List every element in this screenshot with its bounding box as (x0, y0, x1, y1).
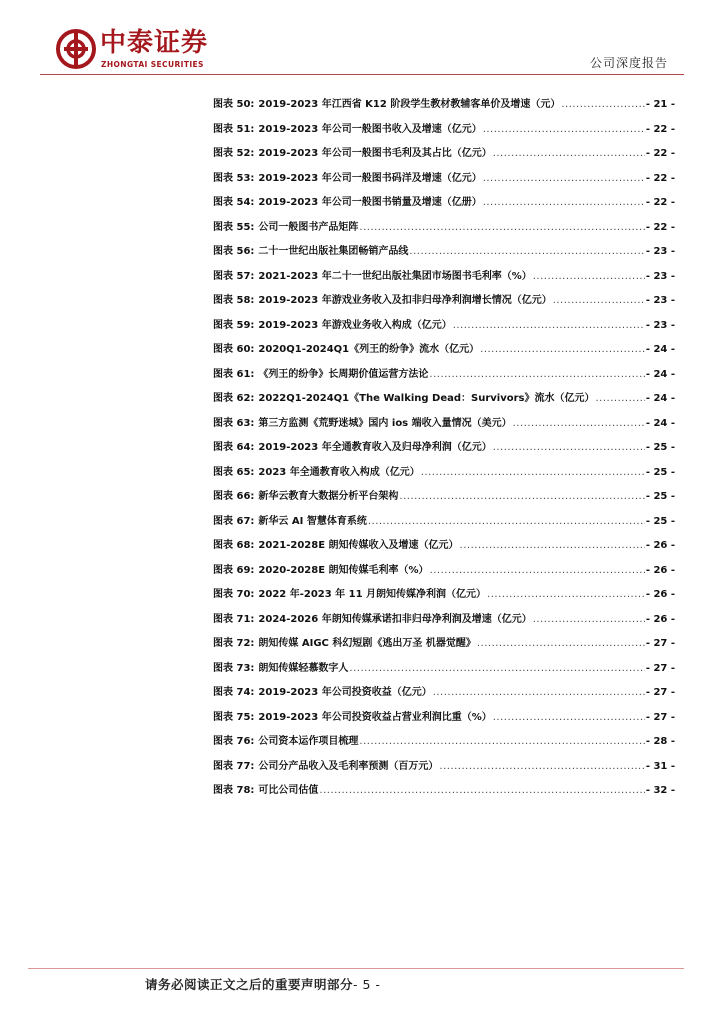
zhongtai-logo-icon (55, 28, 97, 70)
toc-leader-dots (409, 246, 644, 257)
toc-entry-label: 图表 67: (213, 515, 255, 527)
toc-entry[interactable] (213, 708, 675, 733)
toc-entry-label: 图表 63: (213, 417, 255, 429)
toc-entry-title: 2021-2028E 朗知传媒收入及增速（亿元） (258, 540, 459, 551)
toc-entry-title: 2019-2023 年公司投资收益（亿元） (258, 687, 432, 698)
toc-entry-label: 图表 58: (213, 295, 255, 306)
toc-leader-dots (399, 491, 644, 502)
toc-leader-dots (368, 516, 645, 527)
toc-entry-label: 图表 77: (213, 760, 255, 772)
toc-entry-title: 2019-2023 年游戏业务收入及扣非归母净利润增长情况（亿元） (258, 295, 552, 306)
toc-entry-page: - 28 - (645, 736, 675, 747)
toc-entry-label: 图表 72: (213, 638, 255, 649)
toc-entry-title: 2019-2023 年公司一般图书销量及增速（亿册） (258, 197, 482, 208)
report-type: 公司深度报告 (589, 56, 668, 70)
toc-entry-page: - 31 - (645, 760, 675, 772)
toc-leader-dots (433, 687, 645, 698)
toc-entry-label: 图表 74: (213, 687, 255, 698)
toc-leader-dots (553, 295, 645, 306)
toc-entry[interactable] (213, 389, 675, 414)
toc-entry[interactable] (213, 781, 675, 806)
toc-entry-page: - 26 - (645, 613, 675, 625)
toc-leader-dots (493, 712, 645, 723)
header-divider (40, 74, 684, 75)
toc-leader-dots (349, 663, 644, 674)
toc-entry-page: - 24 - (645, 417, 675, 429)
toc-entry-title: 公司资本运作项目梳理 (258, 736, 359, 747)
page-header (0, 0, 724, 80)
toc-entry-label: 图表 57: (213, 270, 255, 282)
toc-entry-title: 二十一世纪出版社集团畅销产品线 (258, 246, 409, 257)
toc-entry-title: 2019-2023 年公司一般图书码洋及增速（亿元） (258, 172, 482, 184)
toc-entry[interactable] (213, 120, 675, 145)
toc-entry-label: 图表 69: (213, 564, 255, 576)
toc-leader-dots (480, 344, 645, 355)
toc-entry[interactable] (213, 634, 675, 659)
toc-entry-title: 2019-2023 年公司一般图书收入及增速（亿元） (258, 123, 482, 135)
toc-entry-title: 2019-2023 年全通教育收入及归母净利润（亿元） (258, 442, 492, 453)
toc-entry-page: - 22 - (645, 221, 675, 233)
toc-entry-page: - 22 - (645, 123, 675, 135)
toc-entry-page: - 24 - (645, 393, 675, 404)
toc-entry[interactable] (213, 610, 675, 635)
toc-entry-title: 2024-2026 年朗知传媒承诺扣非归母净利润及增速（亿元） (258, 613, 532, 625)
toc-leader-dots (493, 148, 645, 159)
toc-entry[interactable] (213, 316, 675, 341)
toc-entry-title: 新华云 AI 智慧体育系统 (258, 515, 367, 527)
toc-entry-title: 朗知传媒轻慕数字人 (258, 662, 349, 674)
toc-entry-title: 2020Q1-2024Q1《列王的纷争》流水（亿元） (258, 344, 480, 355)
toc-entry-label: 图表 56: (213, 246, 255, 257)
toc-leader-dots (513, 418, 645, 429)
toc-entry-label: 图表 59: (213, 319, 255, 331)
toc-entry[interactable] (213, 291, 675, 316)
toc-leader-dots (483, 173, 645, 184)
toc-leader-dots (483, 197, 645, 208)
toc-entry[interactable] (213, 757, 675, 782)
toc-leader-dots (483, 124, 645, 135)
toc-entry-page: - 26 - (645, 564, 675, 576)
toc-entry-title: 2022Q1-2024Q1《The Walking Dead：Survivors》流水（亿元） (258, 393, 595, 404)
toc-leader-dots (493, 442, 645, 453)
toc-leader-dots (429, 369, 644, 380)
toc-entry-label: 图表 70: (213, 589, 255, 600)
brand-name: 中泰证券 (100, 28, 209, 58)
toc-entry-page: - 24 - (645, 368, 675, 380)
toc-entry[interactable] (213, 438, 675, 463)
toc-entry-title: 2019-2023 年游戏业务收入构成（亿元） (258, 319, 452, 331)
toc-entry-label: 图表 68: (213, 540, 255, 551)
toc-entry-label: 图表 54: (213, 197, 255, 208)
toc-entry-page: - 26 - (645, 540, 675, 551)
toc-entry-label: 图表 73: (213, 662, 255, 674)
toc-entry-title: 第三方监测《荒野迷城》国内 ios 端收入量情况（美元） (258, 417, 512, 429)
toc-entry[interactable] (213, 561, 675, 586)
footer-notice: 请务必阅读正文之后的重要声明部分 (145, 977, 354, 992)
toc-entry-page: - 23 - (645, 319, 675, 331)
toc-entry-label: 图表 51: (213, 123, 255, 135)
page-footer (145, 975, 380, 993)
toc-entry-page: - 22 - (645, 148, 675, 159)
toc-entry-title: 公司分产品收入及毛利率预测（百万元） (258, 760, 439, 772)
toc-entry-title: 公司一般图书产品矩阵 (258, 221, 359, 233)
toc-entry[interactable] (213, 536, 675, 561)
toc-leader-dots (439, 761, 644, 772)
toc-entry[interactable] (213, 95, 675, 120)
toc-entry-label: 图表 71: (213, 613, 255, 625)
toc-entry-page: - 22 - (645, 197, 675, 208)
toc-entry-page: - 27 - (645, 711, 675, 723)
toc-leader-dots (533, 614, 645, 625)
toc-entry-page: - 27 - (645, 662, 675, 674)
toc-entry-title: 可比公司估值 (258, 785, 319, 796)
toc-entry-label: 图表 60: (213, 344, 255, 355)
toc-entry-label: 图表 55: (213, 221, 255, 233)
toc-leader-dots (453, 320, 645, 331)
toc-entry-title: 2022 年-2023 年 11 月朗知传媒净利润（亿元） (258, 589, 487, 600)
toc-entry[interactable] (213, 463, 675, 488)
footer-page-number: - 5 - (353, 977, 381, 992)
toc-entry-label: 图表 52: (213, 148, 255, 159)
toc-leader-dots (430, 565, 645, 576)
toc-entry-title: 2019-2023 年公司一般图书毛利及其占比（亿元） (258, 148, 492, 159)
toc-entry-page: - 23 - (645, 270, 675, 282)
toc-entry-title: 2023 年全通教育收入构成（亿元） (258, 466, 420, 478)
toc-entry-title: 新华云教育大数据分析平台架构 (258, 491, 399, 502)
toc-entry[interactable] (213, 732, 675, 757)
toc-entry[interactable] (213, 340, 675, 365)
toc-entry-page: - 26 - (645, 589, 675, 600)
toc-entry-page: - 23 - (645, 246, 675, 257)
toc-entry-label: 图表 61: (213, 368, 255, 380)
toc-entry-page: - 24 - (645, 344, 675, 355)
toc-entry[interactable] (213, 144, 675, 169)
toc-entry-title: 《列王的纷争》长周期价值运营方法论 (258, 368, 429, 380)
toc-entry-label: 图表 62: (213, 393, 255, 404)
footer-divider (28, 968, 684, 969)
toc-entry[interactable] (213, 487, 675, 512)
toc-entry[interactable] (213, 193, 675, 218)
toc-entry[interactable] (213, 659, 675, 684)
toc-entry[interactable] (213, 242, 675, 267)
toc-entry-label: 图表 66: (213, 491, 255, 502)
toc-entry-page: - 25 - (645, 515, 675, 527)
toc-entry-page: - 25 - (645, 442, 675, 453)
toc-entry-title: 朗知传媒 AIGC 科幻短剧《逃出万圣 机器觉醒》 (258, 638, 476, 649)
toc-entry-label: 图表 76: (213, 736, 255, 747)
toc-entry-title: 2020-2028E 朗知传媒毛利率（%） (258, 564, 429, 576)
toc-entry-label: 图表 75: (213, 711, 255, 723)
toc-entry-page: - 32 - (645, 785, 675, 796)
toc-entry-label: 图表 64: (213, 442, 255, 453)
toc-entry[interactable] (213, 267, 675, 292)
toc-leader-dots (421, 467, 645, 478)
toc-entry-title: 2021-2023 年二十一世纪出版社集团市场图书毛利率（%） (258, 270, 532, 282)
toc-entry-page: - 27 - (645, 638, 675, 649)
toc-leader-dots (359, 736, 644, 747)
toc-entry-label: 图表 50: (213, 99, 255, 110)
toc-leader-dots (460, 540, 645, 551)
toc-leader-dots (533, 271, 645, 282)
toc-leader-dots (596, 393, 645, 404)
brand-name-en: ZHONGTAI SECURITIES (101, 60, 204, 69)
toc-entry-page: - 25 - (645, 466, 675, 478)
toc-entry-label: 图表 65: (213, 466, 255, 478)
toc-leader-dots (561, 99, 644, 110)
toc-entry[interactable] (213, 585, 675, 610)
toc-leader-dots (319, 785, 644, 796)
toc-entry-title: 2019-2023 年江西省 K12 阶段学生教材教辅客单价及增速（元） (258, 99, 561, 110)
toc-entry-page: - 21 - (645, 99, 675, 110)
toc-entry[interactable] (213, 414, 675, 439)
toc-entry-page: - 27 - (645, 687, 675, 698)
toc-entry-label: 图表 78: (213, 785, 255, 796)
toc-entry-page: - 22 - (645, 172, 675, 184)
toc-entry-page: - 23 - (645, 295, 675, 306)
toc-entry[interactable] (213, 683, 675, 708)
toc-entry[interactable] (213, 365, 675, 390)
toc-leader-dots (359, 222, 644, 233)
toc-entry[interactable] (213, 218, 675, 243)
toc-entry-page: - 25 - (645, 491, 675, 502)
toc-entry-title: 2019-2023 年公司投资收益占营业利润比重（%） (258, 711, 492, 723)
figure-index-list (213, 95, 675, 806)
toc-leader-dots (477, 638, 645, 649)
toc-entry[interactable] (213, 169, 675, 194)
toc-leader-dots (487, 589, 645, 600)
toc-entry-label: 图表 53: (213, 172, 255, 184)
toc-entry[interactable] (213, 512, 675, 537)
